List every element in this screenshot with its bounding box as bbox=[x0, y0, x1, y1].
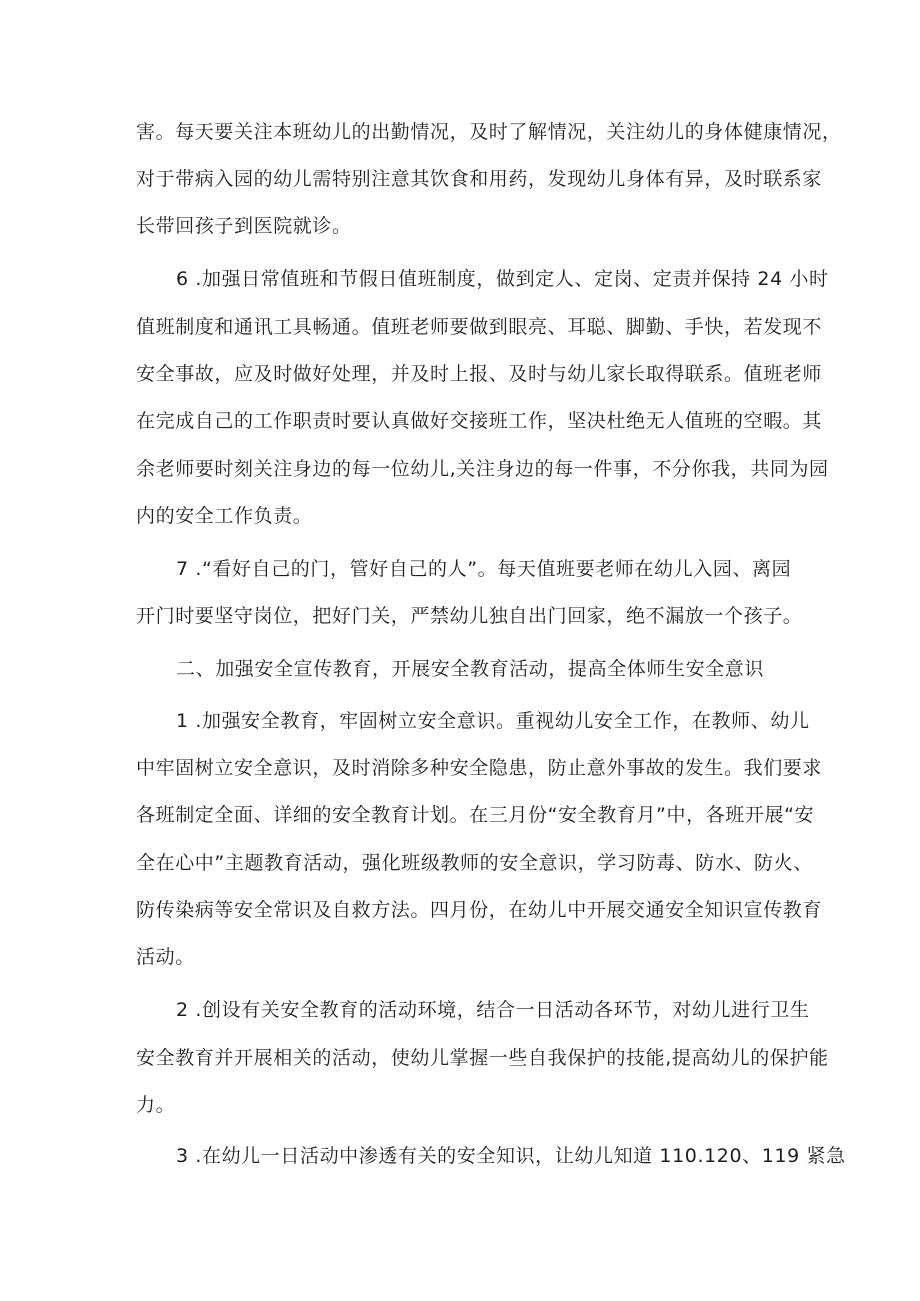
text-line: 中牢固树立安全意识，及时消除多种安全隐患，防止意外事故的发生。我们要求 bbox=[136, 757, 823, 779]
text-line: 活动。 bbox=[136, 946, 195, 968]
text-line: 开门时要坚守岗位，把好门关，严禁幼儿独自出门回家，绝不漏放一个孩子。 bbox=[136, 605, 803, 627]
text-line: 值班制度和通讯工具畅通。值班老师要做到眼亮、耳聪、脚勤、手快，若发现不 bbox=[136, 316, 823, 338]
text-line: 力。 bbox=[136, 1094, 176, 1116]
text-line: 对于带病入园的幼儿需特别注意其饮食和用药，发现幼儿身体有异，及时联系家 bbox=[136, 168, 823, 190]
text-line: 余老师要时刻关注身边的每一位幼儿,关注身边的每一件事，不分你我，共同为园 bbox=[136, 458, 829, 480]
text-line: 7 .“看好自己的门，管好自己的人”。每天值班要老师在幼儿入园、离园 bbox=[176, 558, 792, 580]
text-line: 二、加强安全宣传教育，开展安全教育活动，提高全体师生安全意识 bbox=[176, 658, 765, 680]
text-line: 全在心中”主题教育活动，强化班级教师的安全意识，学习防毒、防水、防火、 bbox=[136, 852, 813, 874]
text-line: 6 .加强日常值班和节假日值班制度，做到定人、定岗、定责并保持 24 小时 bbox=[176, 268, 829, 290]
text-line: 安全事故，应及时做好处理，并及时上报、及时与幼儿家长取得联系。值班老师 bbox=[136, 363, 823, 385]
text-line: 内的安全工作负责。 bbox=[136, 505, 313, 527]
text-line: 3 .在幼儿一日活动中渗透有关的安全知识，让幼儿知道 110.120、119 紧急 bbox=[176, 1145, 846, 1167]
text-line: 2 .创设有关安全教育的活动环境，结合一日活动各环节，对幼儿进行卫生 bbox=[176, 999, 810, 1021]
text-line: 防传染病等安全常识及自救方法。四月份，在幼儿中开展交通安全知识宣传教育 bbox=[136, 899, 823, 921]
text-line: 长带回孩子到医院就诊。 bbox=[136, 215, 352, 237]
text-line: 1 .加强安全教育，牢固树立安全意识。重视幼儿安全工作，在教师、幼儿 bbox=[176, 710, 810, 732]
text-line: 各班制定全面、详细的安全教育计划。在三月份“安全教育月”中，各班开展“安 bbox=[136, 804, 815, 826]
text-line: 在完成自己的工作职责时要认真做好交接班工作，坚决杜绝无人值班的空暇。其 bbox=[136, 410, 823, 432]
text-line: 害。每天要关注本班幼儿的出勤情况，及时了解情况，关注幼儿的身体健康情况， bbox=[136, 121, 842, 143]
text-line: 安全教育并开展相关的活动，使幼儿掌握一些自我保护的技能,提高幼儿的保护能 bbox=[136, 1047, 829, 1069]
